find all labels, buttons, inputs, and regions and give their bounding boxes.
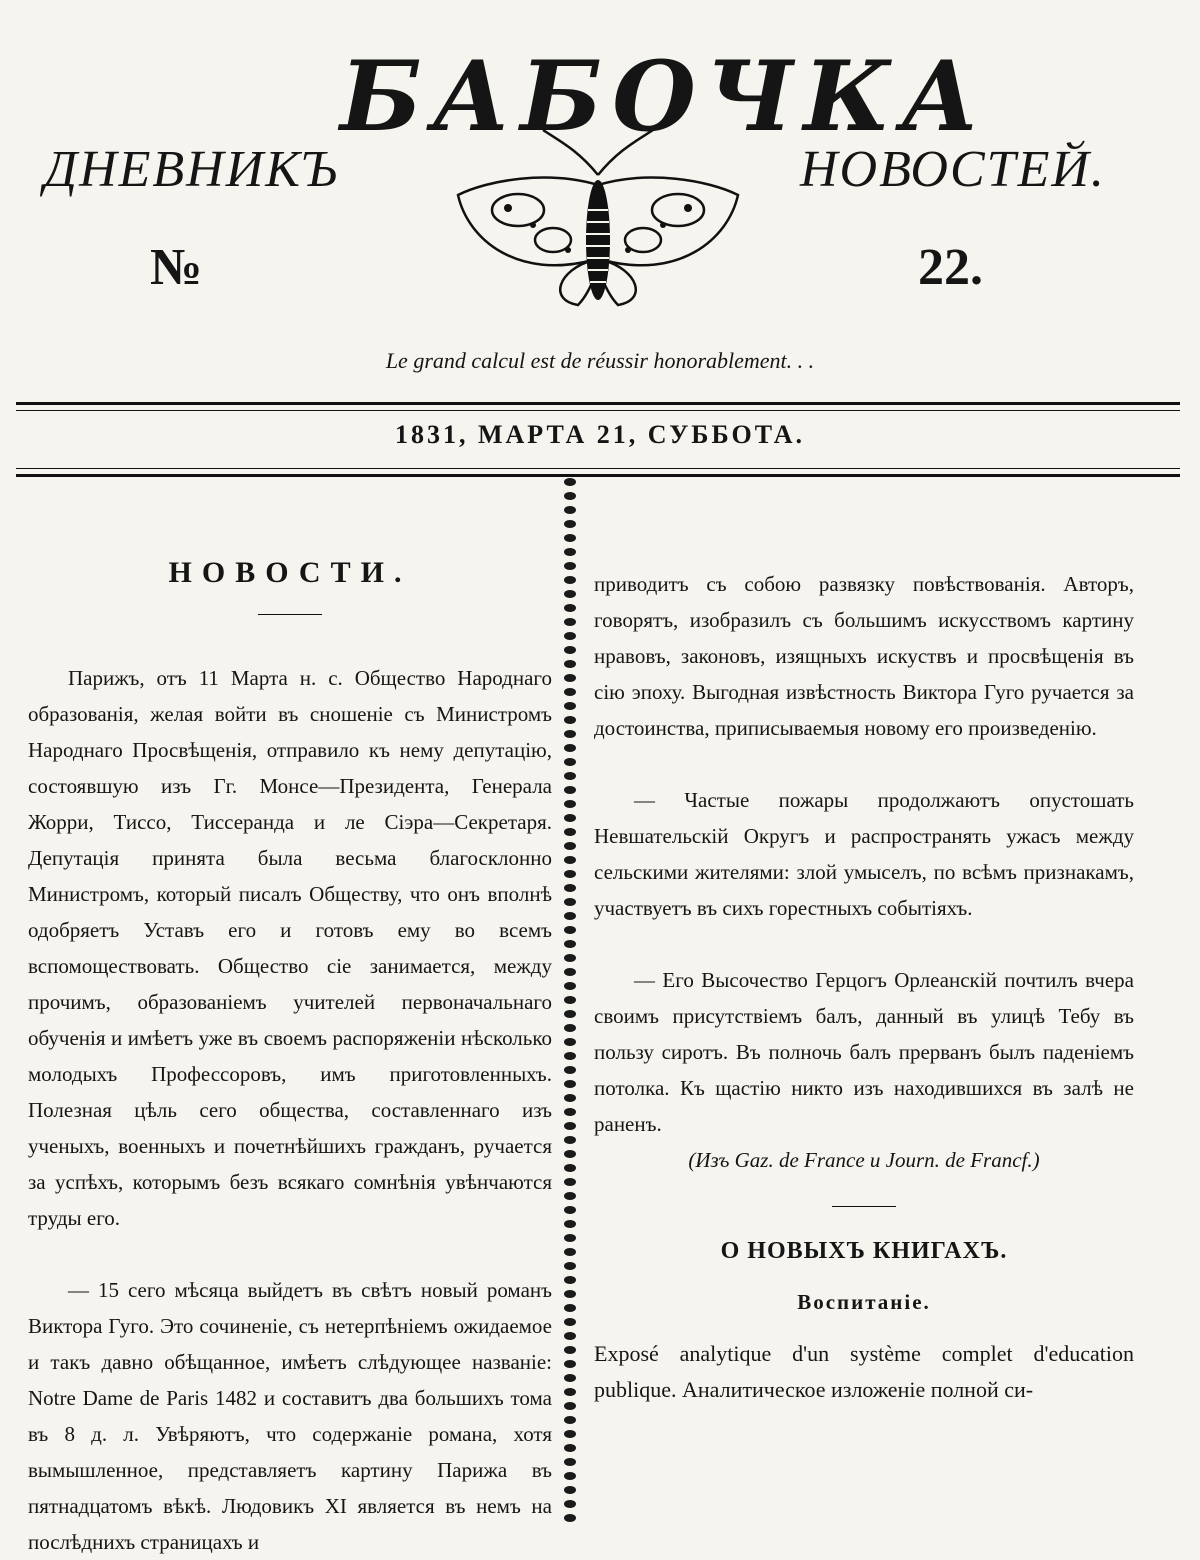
divider-bead — [564, 982, 576, 990]
right-column — [594, 566, 1134, 1142]
divider-bead — [564, 1080, 576, 1088]
divider-bead — [564, 674, 576, 682]
divider-bead — [564, 898, 576, 906]
column-divider — [560, 478, 580, 1530]
divider-bead — [564, 1444, 576, 1452]
divider-bead — [564, 758, 576, 766]
divider-bead — [564, 842, 576, 850]
new-books-heading: О НОВЫХЪ КНИГАХЪ. — [720, 1238, 1008, 1264]
divider-bead — [564, 1052, 576, 1060]
divider-bead — [564, 1514, 576, 1522]
motto: Le grand calcul est de réussir honorablement. . . — [385, 348, 815, 373]
divider-bead — [564, 1094, 576, 1102]
divider-bead — [564, 548, 576, 556]
divider-bead — [564, 660, 576, 668]
subtitle-right: НОВОСТЕЙ. — [800, 141, 1106, 198]
divider-bead — [564, 1276, 576, 1284]
divider-bead — [564, 604, 576, 612]
divider-bead — [564, 1164, 576, 1172]
divider-bead — [564, 1150, 576, 1158]
divider-bead — [564, 520, 576, 528]
top-rule — [16, 402, 1180, 405]
divider-bead — [564, 492, 576, 500]
divider-bead — [564, 590, 576, 598]
ball-paragraph: — Его Высочество Герцогъ Орлеанскій почтилъ вчера своимъ присутствіемъ балъ, данный въ улицѣ Тебу въ пользу сиротъ. Въ полночь балъ прерванъ былъ паденіемъ потолка. Къ щастію никто изъ находившихся въ залѣ не раненъ. — [594, 968, 1134, 1136]
paris-news-paragraph: Парижъ, отъ 11 Марта н. с. Общество Народнаго образованія, желая войти въ сношеніе съ Министромъ Народнаго Просвѣщенія, отправило къ нему депутацію, состоявшую изъ Гг. Монсе—Президента, Генерала Жорри, Тиссо, Тиссеранда и ле Сіэра—Секретаря. Депутація принята была весьма благосклонно Министромъ, который писалъ Обществу, что онъ вполнѣ одобряетъ Уставъ его и готовъ ему во всемъ вспомоществовать. Общество сіе занимается, между прочимъ, образованіемъ учителей первоначальнаго обученія и имѣетъ уже въ своемъ распоряженіи нѣсколько молодыхъ Профессоровъ, имъ приготовленныхъ. Полезная цѣль сего общества, составленнаго изъ ученыхъ, военныхъ и почетнѣйшихъ гражданъ, ручается за успѣхъ, которымъ безъ всякаго сомнѣнія увѣнчаются труды его. — [28, 666, 552, 1230]
source-line: (Изъ Gaz. de France и Journ. de Francf.) — [688, 1148, 1040, 1172]
divider-bead — [564, 856, 576, 864]
hugo-novel-paragraph: — 15 сего мѣсяца выйдетъ въ свѣтъ новый романъ Виктора Гуго. Это сочиненіе, съ нетерпѣніемъ ожидаемое и такъ давно обѣщанное, имѣетъ слѣдующее названіе: Notre Dame de Paris 1482 и составитъ два большихъ тома въ 8 д. л. Увѣряютъ, что содержаніе романа, хотя вымышленное, представляетъ картину Парижа въ пятнадцатомъ вѣкѣ. Людовикъ XI является въ немъ на послѣднихъ страницахъ и — [28, 1278, 552, 1554]
divider-bead — [564, 772, 576, 780]
education-heading: Воспитаніе. — [797, 1290, 931, 1314]
divider-bead — [564, 1472, 576, 1480]
divider-bead — [564, 828, 576, 836]
divider-bead — [564, 744, 576, 752]
divider-bead — [564, 968, 576, 976]
hugo-continuation-paragraph: приводитъ съ собою развязку повѣствованія. Авторъ, говорятъ, изобразилъ съ большимъ искусствомъ картину нравовъ, законовъ, изящныхъ искуствъ и просвѣщенія въ сію эпоху. Выгодная извѣстность Виктора Гуго ручается за достоинства, приписываемыя новому его произведенію. — [594, 572, 1134, 740]
divider-bead — [564, 814, 576, 822]
divider-bead — [564, 1248, 576, 1256]
divider-bead — [564, 1318, 576, 1326]
divider-bead — [564, 870, 576, 878]
subtitle-left: ДНЕВНИКЪ — [44, 141, 339, 198]
divider-bead — [564, 1206, 576, 1214]
divider-bead — [564, 996, 576, 1004]
date-rule-thin — [16, 468, 1180, 469]
divider-bead — [564, 1136, 576, 1144]
divider-bead — [564, 506, 576, 514]
divider-bead — [564, 1360, 576, 1368]
divider-bead — [564, 954, 576, 962]
divider-bead — [564, 1220, 576, 1228]
divider-bead — [564, 618, 576, 626]
divider-bead — [564, 702, 576, 710]
divider-bead — [564, 1374, 576, 1382]
divider-bead — [564, 716, 576, 724]
divider-bead — [564, 1262, 576, 1270]
divider-bead — [564, 1234, 576, 1242]
divider-bead — [564, 1122, 576, 1130]
divider-bead — [564, 1486, 576, 1494]
divider-bead — [564, 534, 576, 542]
divider-bead — [564, 632, 576, 640]
fires-paragraph: — Частые пожары продолжаютъ опустошать Невшательскій Округъ и распространять ужасъ между сельскими жителями: злой умыселъ, по всѣмъ признакамъ, участвуетъ въ сихъ горестныхъ событіяхъ. — [594, 788, 1134, 920]
divider-bead — [564, 1402, 576, 1410]
divider-bead — [564, 1108, 576, 1116]
top-rule-thin — [16, 410, 1180, 411]
divider-bead — [564, 940, 576, 948]
divider-bead — [564, 1416, 576, 1424]
heading-rule — [258, 614, 322, 615]
divider-bead — [564, 688, 576, 696]
divider-bead — [564, 730, 576, 738]
divider-bead — [564, 1430, 576, 1438]
divider-bead — [564, 1010, 576, 1018]
expose-paragraph: Exposé analytique d'un système complet d'education publique. Аналитическое изложеніе полной си- — [594, 1341, 1134, 1402]
divider-bead — [564, 1024, 576, 1032]
divider-bead — [564, 1192, 576, 1200]
date-rule — [16, 474, 1180, 477]
divider-bead — [564, 1290, 576, 1298]
divider-bead — [564, 1500, 576, 1508]
divider-bead — [564, 576, 576, 584]
divider-bead — [564, 1178, 576, 1186]
divider-bead — [564, 1388, 576, 1396]
divider-bead — [564, 786, 576, 794]
dateline: 1831, МАРТА 21, СУББОТА. — [394, 420, 806, 449]
divider-bead — [564, 1458, 576, 1466]
divider-bead — [564, 1332, 576, 1340]
divider-bead — [564, 1066, 576, 1074]
newspaper-title: БАБОЧКА — [340, 40, 990, 153]
divider-bead — [564, 926, 576, 934]
divider-bead — [564, 1038, 576, 1046]
news-heading: НОВОСТИ. — [168, 556, 412, 589]
divider-bead — [564, 884, 576, 892]
issue-label: № — [150, 239, 203, 296]
source-rule — [832, 1206, 896, 1207]
butterfly-icon — [448, 130, 748, 320]
issue-number: 22. — [918, 239, 983, 296]
left-column — [28, 660, 552, 1560]
divider-bead — [564, 1304, 576, 1312]
divider-bead — [564, 478, 576, 486]
divider-bead — [564, 562, 576, 570]
divider-bead — [564, 646, 576, 654]
divider-bead — [564, 800, 576, 808]
divider-bead — [564, 1346, 576, 1354]
divider-bead — [564, 912, 576, 920]
